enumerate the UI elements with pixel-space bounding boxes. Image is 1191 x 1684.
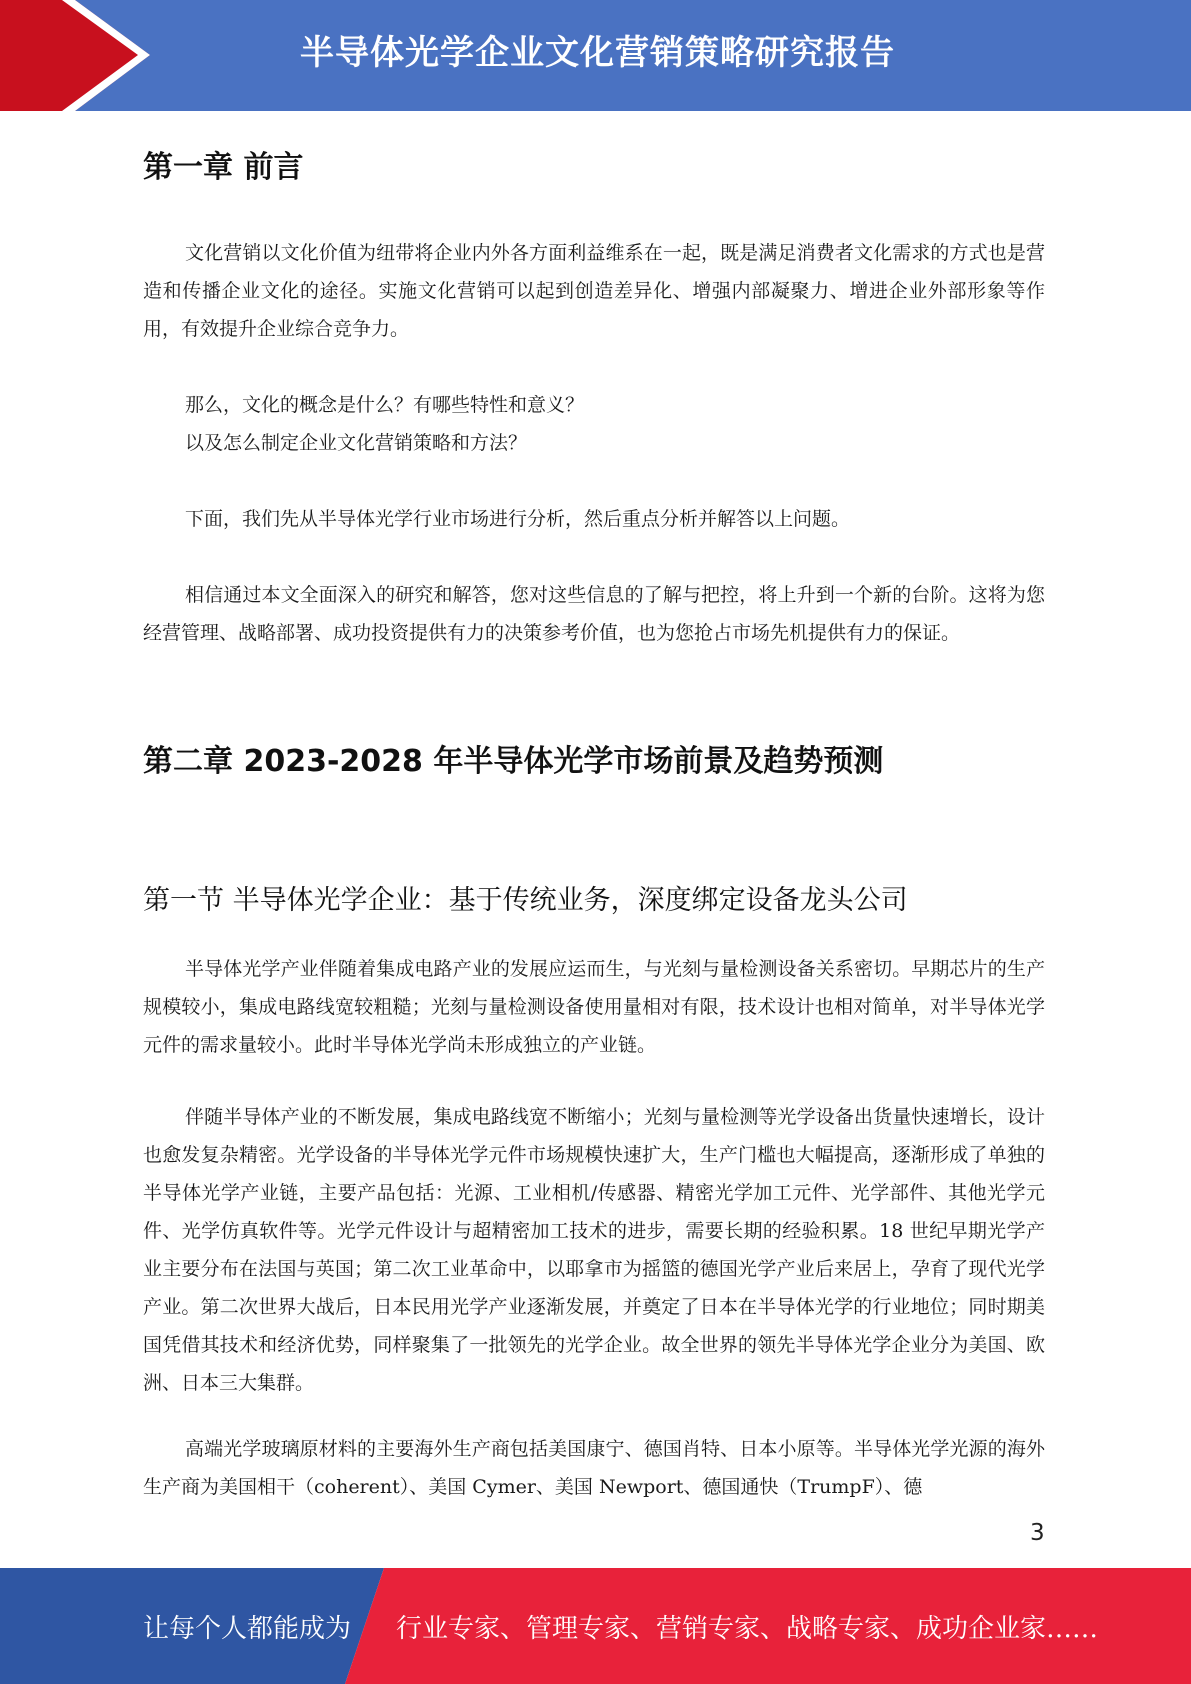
chapter1-paragraph-1: 文化营销以文化价值为纽带将企业内外各方面利益维系在一起，既是满足消费者文化需求的方式也是营造和传播企业文化的途径。实施文化营销可以起到创造差异化、增强内部凝聚力、增进企业外部形象等作用，有效提升企业综合竞争力。 — [143, 242, 1045, 340]
header-arrow-decoration — [0, 0, 160, 111]
page-header — [0, 0, 1191, 111]
page-footer — [0, 1568, 1191, 1684]
section1-paragraph-1: 半导体光学产业伴随着集成电路产业的发展应运而生，与光刻与量检测设备关系密切。早期芯片的生产规模较小，集成电路线宽较粗糙；光刻与量检测设备使用量相对有限，技术设计也相对简单，对半导体光学元件的需求量较小。此时半导体光学尚未形成独立的产业链。 — [143, 958, 1045, 1056]
report-title: 半导体光学企业文化营销策略研究报告 — [300, 33, 895, 73]
chapter1-paragraph-3: 相信通过本文全面深入的研究和解答，您对这些信息的了解与把控，将上升到一个新的台阶。这将为您经营管理、战略部署、成功投资提供有力的决策参考价值，也为您抢占市场先机提供有力的保证。 — [143, 584, 1045, 644]
section1-paragraph-3: 高端光学玻璃原材料的主要海外生产商包括美国康宁、德国肖特、日本小原等。半导体光学光源的海外生产商为美国相干（coherent）、美国 Cymer、美国 Newport、德国通快（TrumpF）、德 — [143, 1438, 1045, 1498]
chapter1-question-1: 那么，文化的概念是什么？有哪些特性和意义？ — [185, 394, 585, 416]
footer-slogan-left: 让每个人都能成为 — [143, 1614, 352, 1644]
section1-heading: 第一节 半导体光学企业：基于传统业务，深度绑定设备龙头公司 — [143, 885, 908, 916]
footer-slogan-right: 行业专家、管理专家、营销专家、战略专家、成功企业家…… — [396, 1614, 1099, 1644]
chapter1-paragraph-2: 下面，我们先从半导体光学行业市场进行分析，然后重点分析并解答以上问题。 — [185, 508, 851, 530]
section1-paragraph-2: 伴随半导体产业的不断发展，集成电路线宽不断缩小；光刻与量检测等光学设备出货量快速增长，设计也愈发复杂精密。光学设备的半导体光学元件市场规模快速扩大，生产门槛也大幅提高，逐渐形成了单独的半导体光学产业链，主要产品包括：光源、工业相机/传感器、精密光学加工元件、光学部件、其他光学元件、光学仿真软件等。光学元件设计与超精密加工技术的进步，需要长期的经验积累。18 世纪早期光学产业主要分布在法国与英国；第二次工业革命中，以耶拿市为摇篮的德国光学产业后来居上，孕育了现代光学产业。第二次世界大战后，日本民用光学产业逐渐发展，并奠定了日本在半导体光学的行业地位；同时期美国凭借其技术和经济优势，同样聚集了一批领先的光学企业。故全世界的领先半导体光学企业分为美国、欧洲、日本三大集群。 — [143, 1106, 1045, 1394]
chapter1-heading: 第一章 前言 — [143, 150, 304, 185]
chapter1-question-2: 以及怎么制定企业文化营销策略和方法？ — [185, 432, 528, 454]
chapter2-heading: 第二章 2023-2028 年半导体光学市场前景及趋势预测 — [143, 744, 884, 779]
page-number: 3 — [1030, 1520, 1045, 1546]
